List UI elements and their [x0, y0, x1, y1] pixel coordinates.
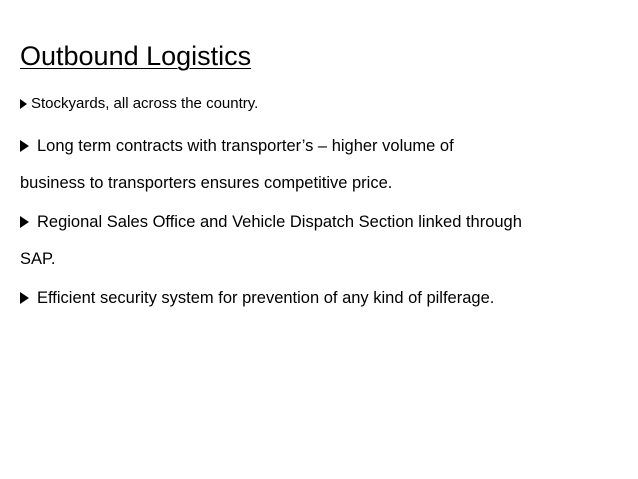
arrow-bullet-icon [20, 216, 29, 228]
bullet-item-regional-sales [20, 212, 522, 232]
arrow-bullet-icon [20, 140, 29, 152]
bullet-text: Efficient security system for prevention of any kind of pilferage. [37, 289, 495, 307]
bullet-continuation [20, 173, 392, 193]
bullet-text: Long term contracts with transporter’s – higher volume of [37, 137, 454, 155]
bullet-text: business to transporters ensures competitive price. [20, 174, 393, 192]
bullet-text: Stockyards, all across the country. [31, 95, 259, 112]
bullet-text: SAP. [20, 250, 56, 268]
bullet-item-stockyards [20, 94, 258, 114]
bullet-continuation [20, 249, 55, 269]
bullet-text: Regional Sales Office and Vehicle Dispatch Section linked through [37, 213, 522, 231]
bullet-item-security [20, 288, 494, 308]
slide-title: Outbound Logistics [20, 41, 252, 71]
arrow-bullet-icon [20, 292, 29, 304]
arrow-bullet-icon [20, 99, 27, 109]
bullet-item-contracts [20, 136, 454, 156]
